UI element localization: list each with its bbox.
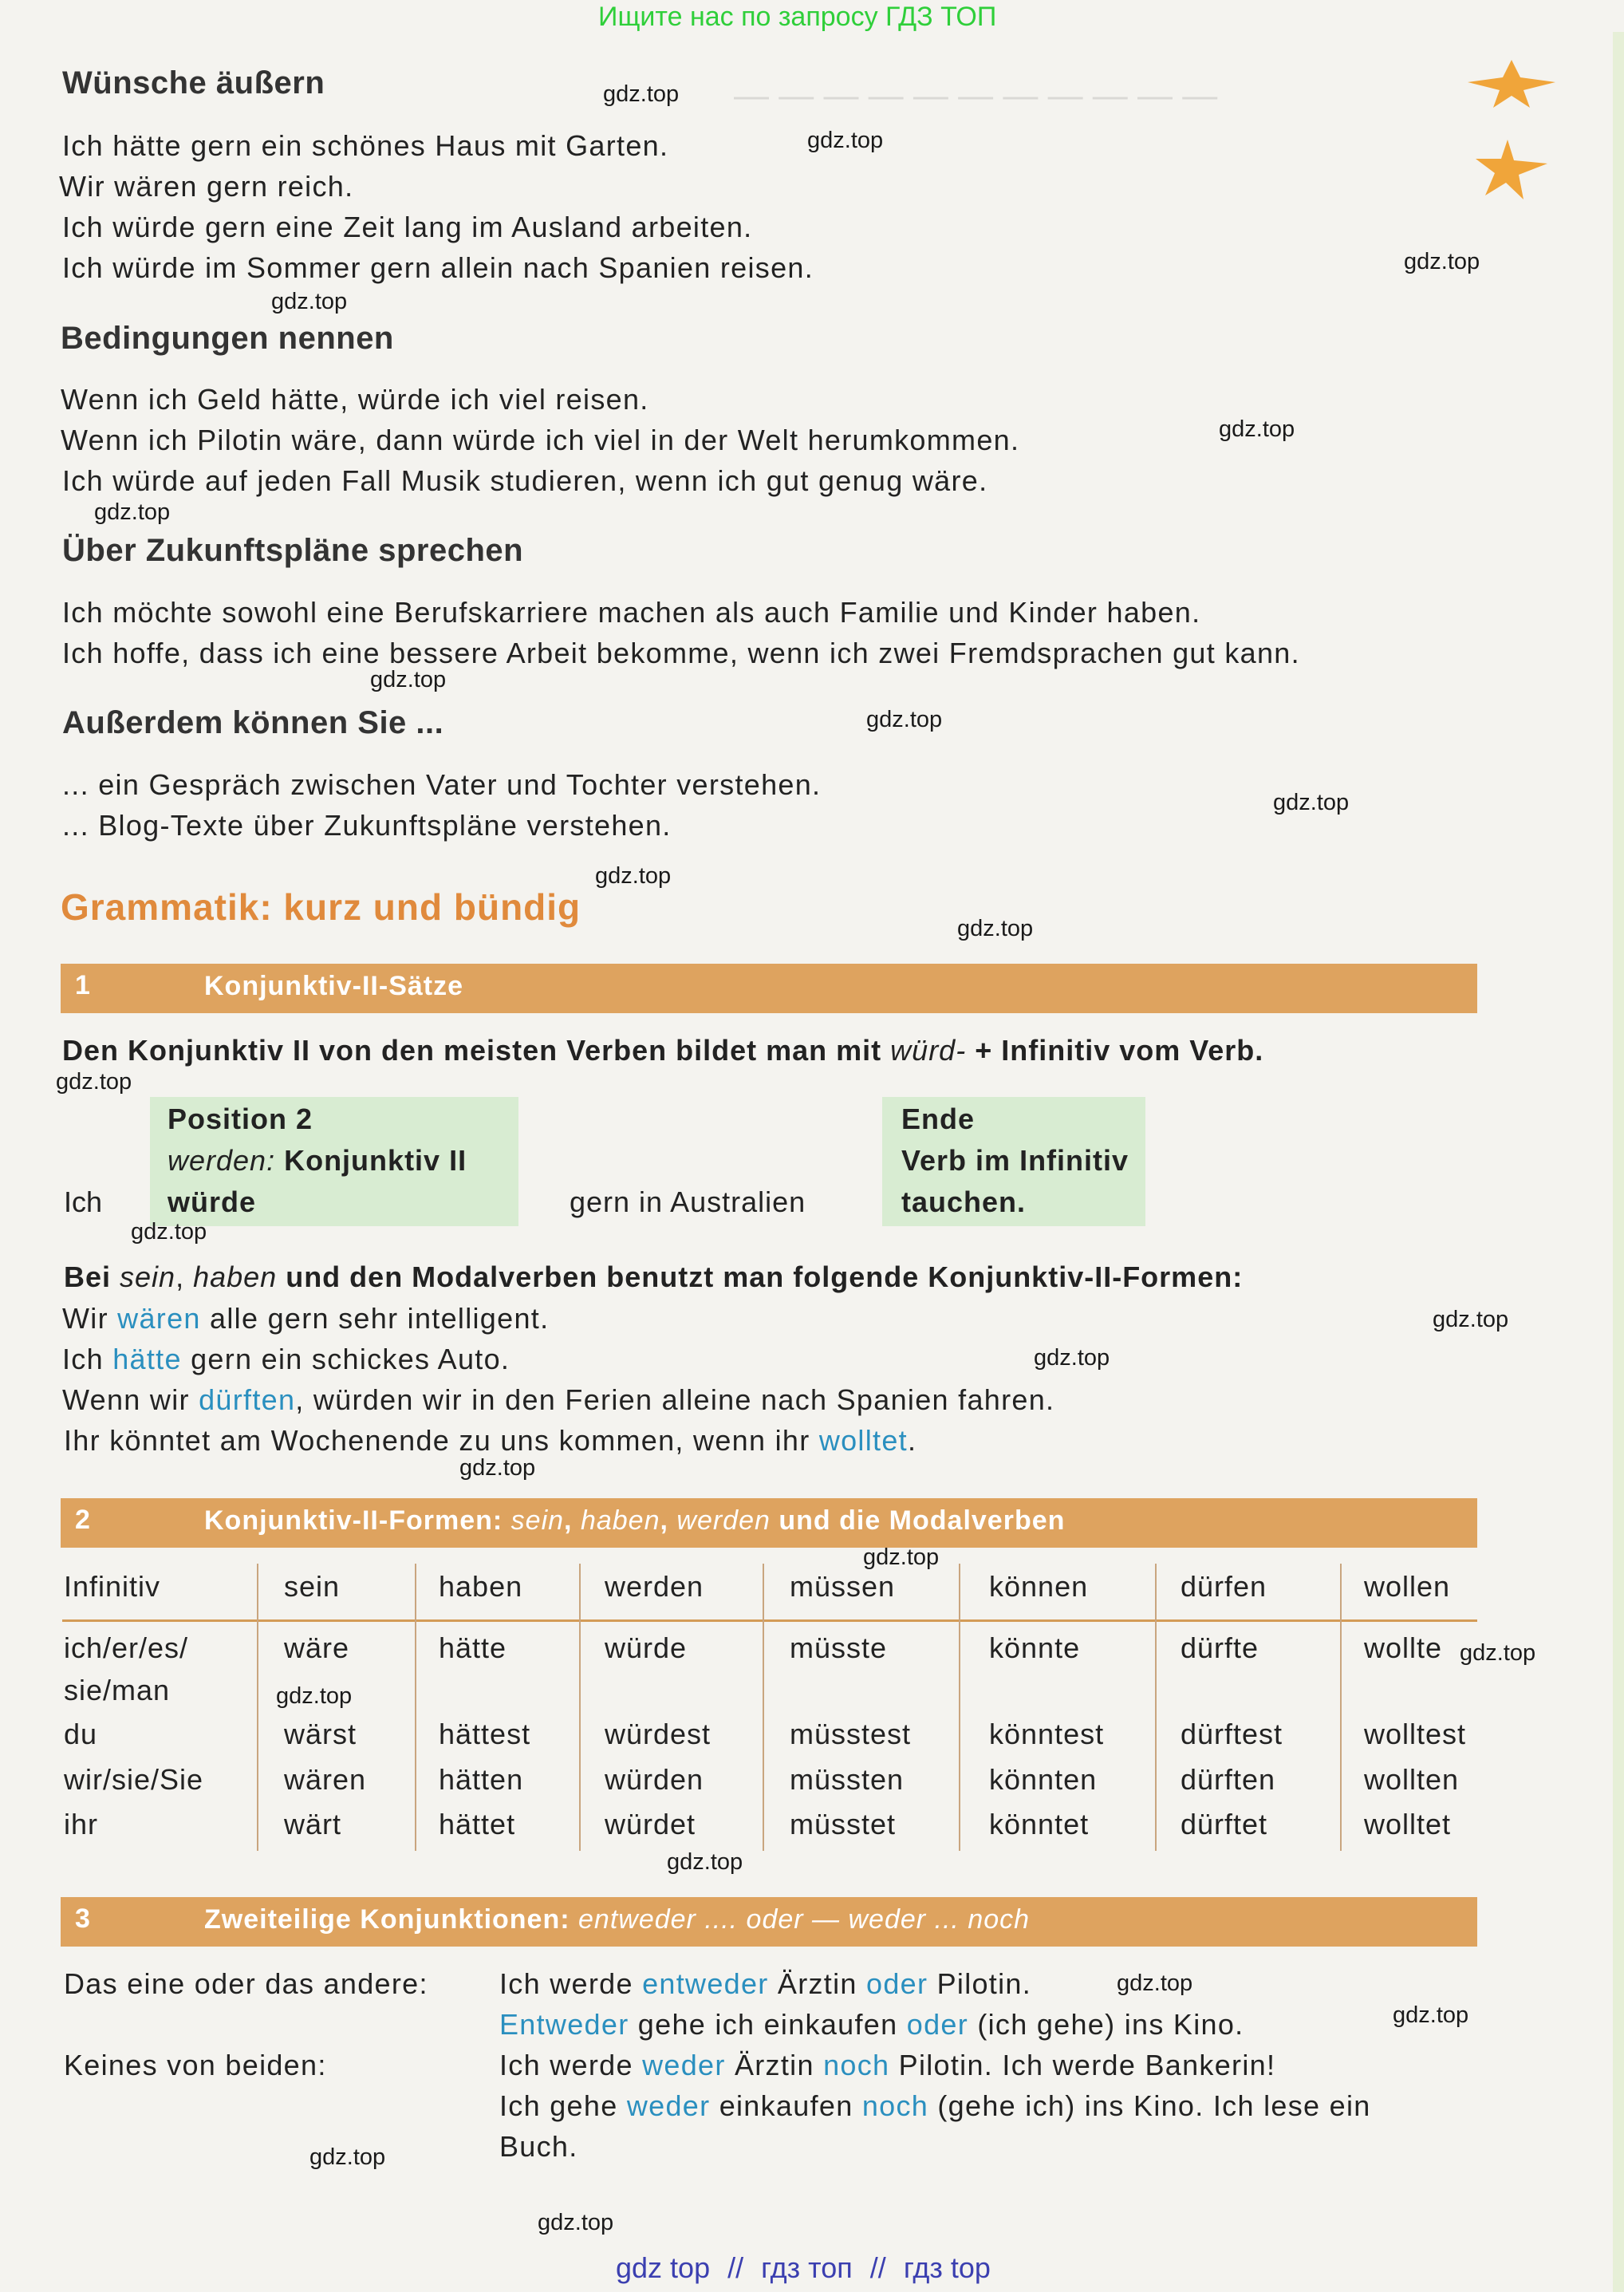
- table-header-cell: können: [989, 1570, 1089, 1603]
- table-cell: wärst: [284, 1718, 357, 1750]
- footer-link[interactable]: gdz top: [616, 2251, 711, 2284]
- ende-label: Ende: [901, 1103, 976, 1135]
- table-row-label: ich/er/es/: [64, 1631, 189, 1664]
- watermark-text: gdz.top: [1219, 416, 1295, 442]
- box-title: Konjunktiv-II-Sätze: [204, 971, 464, 1001]
- text-line: Ich hoffe, dass ich eine bessere Arbeit bekomme, wenn ich zwei Fremdsprachen gut kann.: [62, 637, 1300, 669]
- table-cell: würdest: [605, 1718, 711, 1750]
- grammar-box-3-header: [61, 1897, 1477, 1947]
- footer-links: gdz top // гдз топ // гдз top: [616, 2251, 991, 2284]
- table-cell: dürften: [1181, 1763, 1276, 1796]
- footer-link[interactable]: гдз топ: [761, 2251, 853, 2284]
- watermark-text: gdz.top: [863, 1544, 940, 1570]
- example-end: tauchen.: [901, 1185, 1027, 1218]
- table-cell: müsstest: [790, 1718, 912, 1750]
- footer-link[interactable]: гдз top: [903, 2251, 991, 2284]
- table-cell: wollte: [1364, 1631, 1443, 1664]
- table-header-cell: Infinitiv: [64, 1570, 161, 1603]
- table-cell: müsste: [790, 1631, 888, 1664]
- table-column-divider: [415, 1564, 416, 1851]
- table-cell: könntet: [989, 1808, 1090, 1840]
- watermark-text: gdz.top: [1393, 2002, 1469, 2028]
- table-row-label: wir/sie/Sie: [64, 1763, 204, 1796]
- table-cell: würden: [605, 1763, 704, 1796]
- table-header-cell: müssen: [790, 1570, 896, 1603]
- table-cell: müsstet: [790, 1808, 897, 1840]
- table-cell: dürftet: [1181, 1808, 1268, 1840]
- conjunction-example-cont: Buch.: [499, 2130, 578, 2163]
- table-header-cell: wollen: [1364, 1570, 1451, 1603]
- table-header-cell: dürfen: [1181, 1570, 1267, 1603]
- example-sentence: Wir wären alle gern sehr intelligent.: [62, 1302, 550, 1335]
- watermark-text: gdz.top: [595, 863, 672, 889]
- grammar-box-1-header: [61, 964, 1477, 1013]
- table-header-cell: werden: [605, 1570, 704, 1603]
- watermark-text: gdz.top: [1433, 1307, 1509, 1332]
- box-title: Zweiteilige Konjunktionen: entweder .... oder — weder ... noch: [204, 1904, 1031, 1935]
- position-2-label: Position 2: [168, 1103, 313, 1135]
- show-through-text: — — — — — — — — — — —: [734, 76, 1218, 115]
- table-cell: könnte: [989, 1631, 1081, 1664]
- watermark-text: gdz.top: [459, 1455, 536, 1481]
- table-column-divider: [1155, 1564, 1157, 1851]
- conjunction-label-either: Das eine oder das andere:: [64, 1967, 428, 2000]
- table-cell: wolltest: [1364, 1718, 1467, 1750]
- table-header-divider: [62, 1619, 1477, 1622]
- text-line: Wenn ich Geld hätte, würde ich viel reisen.: [61, 383, 649, 416]
- section-heading-bedingungen: Bedingungen nennen: [61, 321, 394, 356]
- watermark-text: gdz.top: [1404, 249, 1480, 274]
- example-sentence: Ich hätte gern ein schickes Auto.: [62, 1343, 510, 1375]
- table-column-divider: [959, 1564, 960, 1851]
- watermark-text: gdz.top: [866, 707, 943, 732]
- example-subject: Ich: [64, 1185, 103, 1218]
- watermark-text: gdz.top: [957, 916, 1034, 941]
- table-row-label: sie/man: [64, 1674, 171, 1706]
- table-cell: würde: [605, 1631, 688, 1664]
- table-header-cell: sein: [284, 1570, 341, 1603]
- table-column-divider: [763, 1564, 764, 1851]
- example-sentence: Ihr könntet am Wochenende zu uns kommen, wenn ihr wolltet.: [64, 1424, 917, 1457]
- box-number: 3: [75, 1903, 90, 1934]
- table-column-divider: [257, 1564, 258, 1851]
- conjunction-example: Ich werde entweder Ärztin oder Pilotin.: [499, 1967, 1032, 2000]
- watermark-text: gdz.top: [271, 289, 348, 314]
- table-cell: wollten: [1364, 1763, 1460, 1796]
- box-title: Konjunktiv-II-Formen: sein, haben, werden und die Modalverben: [204, 1505, 1066, 1536]
- watermark-text: gdz.top: [370, 667, 447, 692]
- table-cell: könntest: [989, 1718, 1105, 1750]
- table-cell: würdet: [605, 1808, 696, 1840]
- table-cell: wäre: [284, 1631, 350, 1664]
- position-2-sub: werden: Konjunktiv II: [168, 1144, 467, 1177]
- table-row-label: ihr: [64, 1808, 99, 1840]
- example-verb: würde: [168, 1185, 257, 1218]
- table-cell: dürftest: [1181, 1718, 1283, 1750]
- example-sentence: Wenn wir dürften, würden wir in den Ferien alleine nach Spanien fahren.: [62, 1383, 1055, 1416]
- table-cell: hättet: [439, 1808, 516, 1840]
- text-line: Ich möchte sowohl eine Berufskarriere machen als auch Familie und Kinder haben.: [62, 596, 1201, 629]
- watermark-text: gdz.top: [1117, 1970, 1193, 1996]
- conjunction-example: Ich gehe weder einkaufen noch (gehe ich) ins Kino. Ich lese ein: [499, 2089, 1371, 2122]
- watermark-text: gdz.top: [667, 1849, 743, 1875]
- text-line: ... ein Gespräch zwischen Vater und Tochter verstehen.: [62, 768, 822, 801]
- watermark-text: gdz.top: [1273, 790, 1350, 815]
- watermark-text: gdz.top: [56, 1069, 132, 1095]
- watermark-text: gdz.top: [276, 1683, 353, 1709]
- text-line: Ich hätte gern ein schönes Haus mit Garten.: [62, 129, 669, 162]
- conjunction-example: Ich werde weder Ärztin noch Pilotin. Ich werde Bankerin!: [499, 2049, 1276, 2081]
- table-cell: wären: [284, 1763, 367, 1796]
- page-right-edge: [1613, 32, 1624, 2292]
- watermark-text: gdz.top: [1034, 1345, 1110, 1371]
- table-cell: müssten: [790, 1763, 905, 1796]
- table-cell: hätten: [439, 1763, 524, 1796]
- example-middle: gern in Australien: [570, 1185, 806, 1218]
- table-header-cell: haben: [439, 1570, 523, 1603]
- box-number: 1: [75, 970, 90, 1000]
- table-cell: hättest: [439, 1718, 531, 1750]
- watermark-text: gdz.top: [131, 1219, 207, 1245]
- modal-rule: Bei sein, haben und den Modalverben benutzt man folgende Konjunktiv-II-Formen:: [64, 1260, 1244, 1293]
- text-line: Wenn ich Pilotin wäre, dann würde ich viel in der Welt herumkommen.: [61, 424, 1020, 456]
- table-cell: dürfte: [1181, 1631, 1259, 1664]
- text-line: Ich würde gern eine Zeit lang im Ausland arbeiten.: [62, 211, 753, 243]
- header-banner[interactable]: Ищите нас по запросу ГДЗ ТОП: [598, 2, 997, 32]
- konjunktiv-rule: Den Konjunktiv II von den meisten Verben bildet man mit würd- + Infinitiv vom Verb.: [62, 1034, 1264, 1067]
- text-line: Wir wären gern reich.: [59, 170, 354, 203]
- ende-sub: Verb im Infinitiv: [901, 1144, 1129, 1177]
- table-column-divider: [579, 1564, 581, 1851]
- conjunction-example: Entweder gehe ich einkaufen oder (ich gehe) ins Kino.: [499, 2008, 1244, 2041]
- watermark-text: gdz.top: [538, 2210, 614, 2235]
- text-line: Ich würde im Sommer gern allein nach Spanien reisen.: [62, 251, 814, 284]
- section-heading-ausserdem: Außerdem können Sie ...: [62, 705, 444, 740]
- grammar-title: Grammatik: kurz und bündig: [61, 886, 581, 928]
- conjunction-label-neither: Keines von beiden:: [64, 2049, 327, 2081]
- star-icon: [1476, 140, 1547, 199]
- table-row-label: du: [64, 1718, 98, 1750]
- table-cell: könnten: [989, 1763, 1098, 1796]
- section-heading-wuensche: Wünsche äußern: [62, 65, 325, 101]
- table-column-divider: [1340, 1564, 1342, 1851]
- box-number: 2: [75, 1505, 90, 1535]
- watermark-text: gdz.top: [309, 2144, 386, 2170]
- watermark-text: gdz.top: [1460, 1640, 1536, 1666]
- table-cell: wärt: [284, 1808, 342, 1840]
- text-line: ... Blog-Texte über Zukunftspläne verstehen.: [62, 809, 672, 842]
- table-cell: wolltet: [1364, 1808, 1452, 1840]
- watermark-text: gdz.top: [807, 128, 884, 153]
- star-icon: [1468, 60, 1555, 108]
- watermark-text: gdz.top: [603, 81, 680, 107]
- section-heading-zukunft: Über Zukunftspläne sprechen: [62, 533, 524, 568]
- text-line: Ich würde auf jeden Fall Musik studieren, wenn ich gut genug wäre.: [62, 464, 988, 497]
- watermark-text: gdz.top: [94, 499, 171, 525]
- table-cell: hätte: [439, 1631, 507, 1664]
- grammar-box-2-header: [61, 1498, 1477, 1548]
